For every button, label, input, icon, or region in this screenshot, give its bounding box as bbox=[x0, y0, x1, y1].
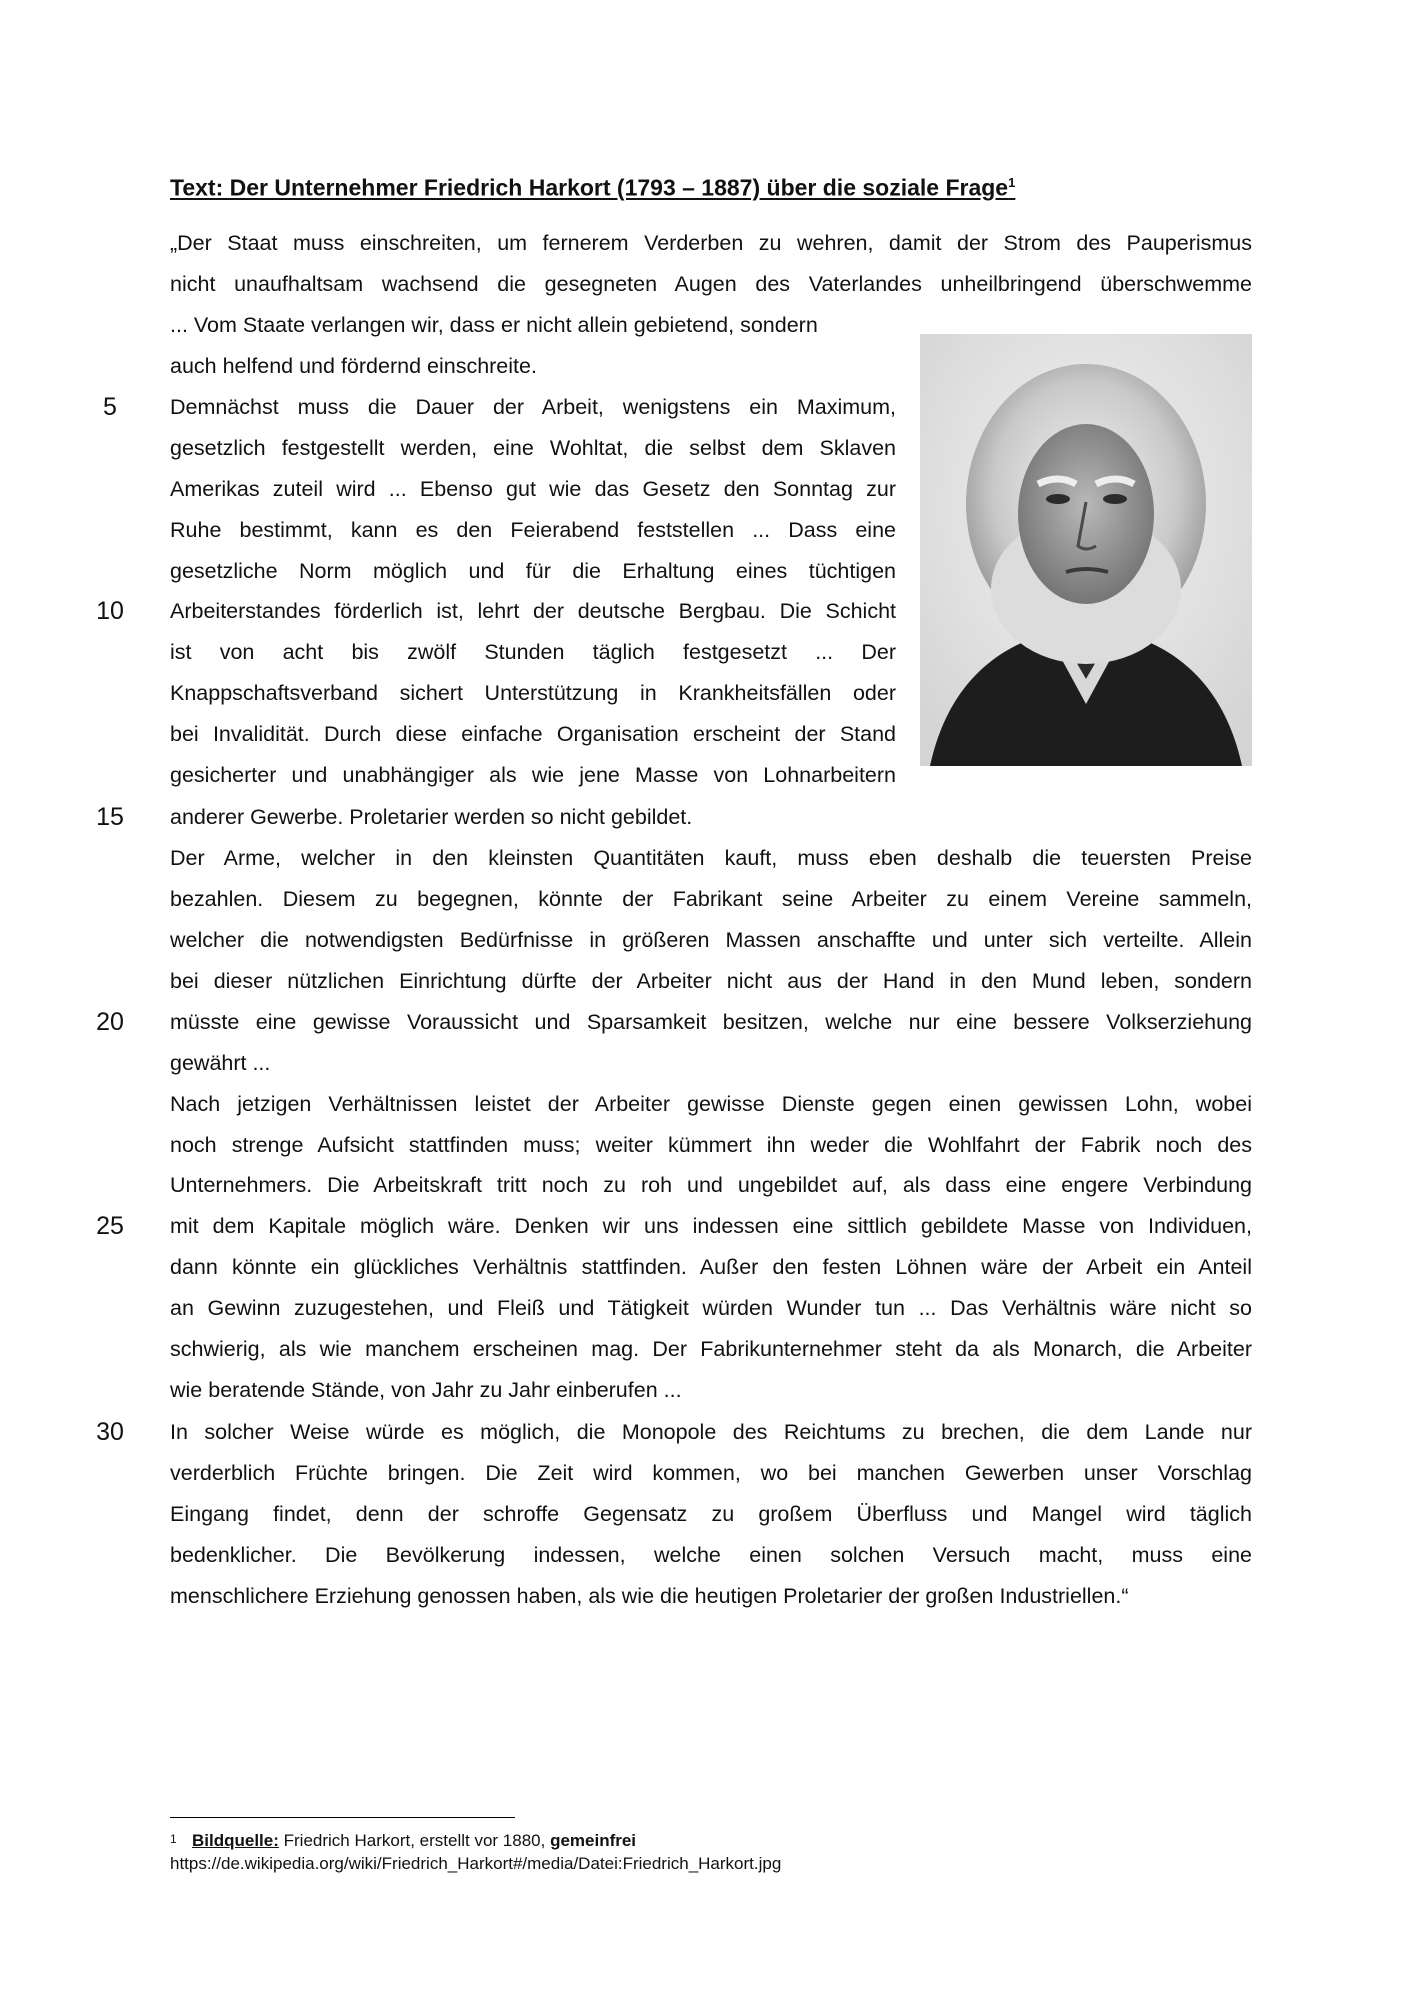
text-line: mit dem Kapitale möglich wäre. Denken wir uns indessen eine sittlich gebildete Masse von Individuen, bbox=[170, 1214, 1252, 1238]
text-line: nicht unaufhaltsam wachsend die gesegneten Augen des Vaterlandes unheilbringend überschwemme bbox=[170, 272, 1252, 296]
text-line: anderer Gewerbe. Proletarier werden so nicht gebildet. bbox=[170, 805, 693, 829]
text-line: ... Vom Staate verlangen wir, dass er nicht allein gebietend, sondern bbox=[170, 313, 818, 337]
line-number: 30 bbox=[96, 1418, 124, 1446]
text-line: Demnächst muss die Dauer der Arbeit, wenigstens ein Maximum, bbox=[170, 395, 896, 419]
text-line: ist von acht bis zwölf Stunden täglich festgesetzt ... Der bbox=[170, 640, 896, 664]
text-line: gesicherter und unabhängiger als wie jene Masse von Lohnarbeitern bbox=[170, 763, 896, 787]
portrait-image bbox=[920, 334, 1252, 766]
text-line: gewährt ... bbox=[170, 1051, 271, 1075]
text-line: schwierig, als wie manchem erscheinen mag. Der Fabrikunternehmer steht da als Monarch, die Arbeiter bbox=[170, 1337, 1252, 1361]
footnote-label: Bildquelle: bbox=[192, 1831, 279, 1850]
text-line: verderblich Früchte bringen. Die Zeit wird kommen, wo bei manchen Gewerben unser Vorschlag bbox=[170, 1461, 1252, 1485]
text-line: gesetzliche Norm möglich und für die Erhaltung eines tüchtigen bbox=[170, 559, 896, 583]
footnote-url: https://de.wikipedia.org/wiki/Friedrich_Harkort#/media/Datei:Friedrich_Harkort.jpg bbox=[170, 1854, 782, 1873]
text-line: Eingang findet, denn der schroffe Gegensatz zu großem Überfluss und Mangel wird täglich bbox=[170, 1502, 1252, 1526]
footnote-separator bbox=[170, 1817, 515, 1818]
text-line: bei dieser nützlichen Einrichtung dürfte der Arbeiter nicht aus der Hand in den Mund leben, sondern bbox=[170, 969, 1252, 993]
text-line: „Der Staat muss einschreiten, um fernerem Verderben zu wehren, damit der Strom des Pauperismus bbox=[170, 231, 1252, 255]
page-title bbox=[170, 168, 1015, 203]
text-line: Knappschaftsverband sichert Unterstützung in Krankheitsfällen oder bbox=[170, 681, 896, 705]
text-line: bezahlen. Diesem zu begegnen, könnte der Fabrikant seine Arbeiter zu einem Vereine sammeln, bbox=[170, 887, 1252, 911]
text-line: Amerikas zuteil wird ... Ebenso gut wie das Gesetz den Sonntag zur bbox=[170, 477, 896, 501]
line-number: 10 bbox=[96, 597, 124, 625]
footnote-reference: 1 bbox=[1008, 175, 1016, 190]
text-line: auch helfend und fördernd einschreite. bbox=[170, 354, 537, 378]
text-line: Arbeiterstandes förderlich ist, lehrt der deutsche Bergbau. Die Schicht bbox=[170, 599, 896, 623]
text-line: gesetzlich festgestellt werden, eine Wohltat, die selbst dem Sklaven bbox=[170, 436, 896, 460]
line-number: 5 bbox=[103, 393, 117, 421]
text-line: müsste eine gewisse Voraussicht und Sparsamkeit besitzen, welche nur eine bessere Volkserziehung bbox=[170, 1010, 1252, 1034]
text-line: bedenklicher. Die Bevölkerung indessen, welche einen solchen Versuch macht, muss eine bbox=[170, 1543, 1252, 1567]
text-line: Nach jetzigen Verhältnissen leistet der Arbeiter gewisse Dienste gegen einen gewissen Lohn, wobei bbox=[170, 1092, 1252, 1116]
title-text: Text: Der Unternehmer Friedrich Harkort (1793 – 1887) über die soziale Frage bbox=[170, 174, 1009, 201]
footnote-mark: 1 bbox=[170, 1832, 177, 1846]
text-line: Unternehmers. Die Arbeitskraft tritt noch zu roh und ungebildet auf, als dass eine engere Verbindung bbox=[170, 1173, 1252, 1197]
text-line: bei Invalidität. Durch diese einfache Organisation erscheint der Stand bbox=[170, 722, 896, 746]
line-number: 15 bbox=[96, 803, 124, 831]
line-number: 20 bbox=[96, 1008, 124, 1036]
text-line: wie beratende Stände, von Jahr zu Jahr einberufen ... bbox=[170, 1378, 682, 1402]
text-line: noch strenge Aufsicht stattfinden muss; weiter kümmert ihn weder die Wohlfahrt der Fabrik noch des bbox=[170, 1133, 1252, 1157]
footnote bbox=[170, 1830, 636, 1852]
text-line: welcher die notwendigsten Bedürfnisse in größeren Massen anschaffte und unter sich verteilte. Allein bbox=[170, 928, 1252, 952]
text-line: In solcher Weise würde es möglich, die Monopole des Reichtums zu brechen, die dem Lande nur bbox=[170, 1420, 1252, 1444]
text-line: Der Arme, welcher in den kleinsten Quantitäten kauft, muss eben deshalb die teuersten Preise bbox=[170, 846, 1252, 870]
footnote-text: Friedrich Harkort, erstellt vor 1880, bbox=[278, 1831, 551, 1850]
text-line: an Gewinn zuzugestehen, und Fleiß und Tätigkeit würden Wunder tun ... Das Verhältnis wäre nicht so bbox=[170, 1296, 1252, 1320]
text-line: Ruhe bestimmt, kann es den Feierabend feststellen ... Dass eine bbox=[170, 518, 896, 542]
footnote-license: gemeinfrei bbox=[550, 1831, 637, 1850]
line-number: 25 bbox=[96, 1212, 124, 1240]
text-line: menschlichere Erziehung genossen haben, als wie die heutigen Proletarier der großen Industriellen.“ bbox=[170, 1584, 1129, 1608]
text-line: dann könnte ein glückliches Verhältnis stattfinden. Außer den festen Löhnen wäre der Arbeit ein Anteil bbox=[170, 1255, 1252, 1279]
